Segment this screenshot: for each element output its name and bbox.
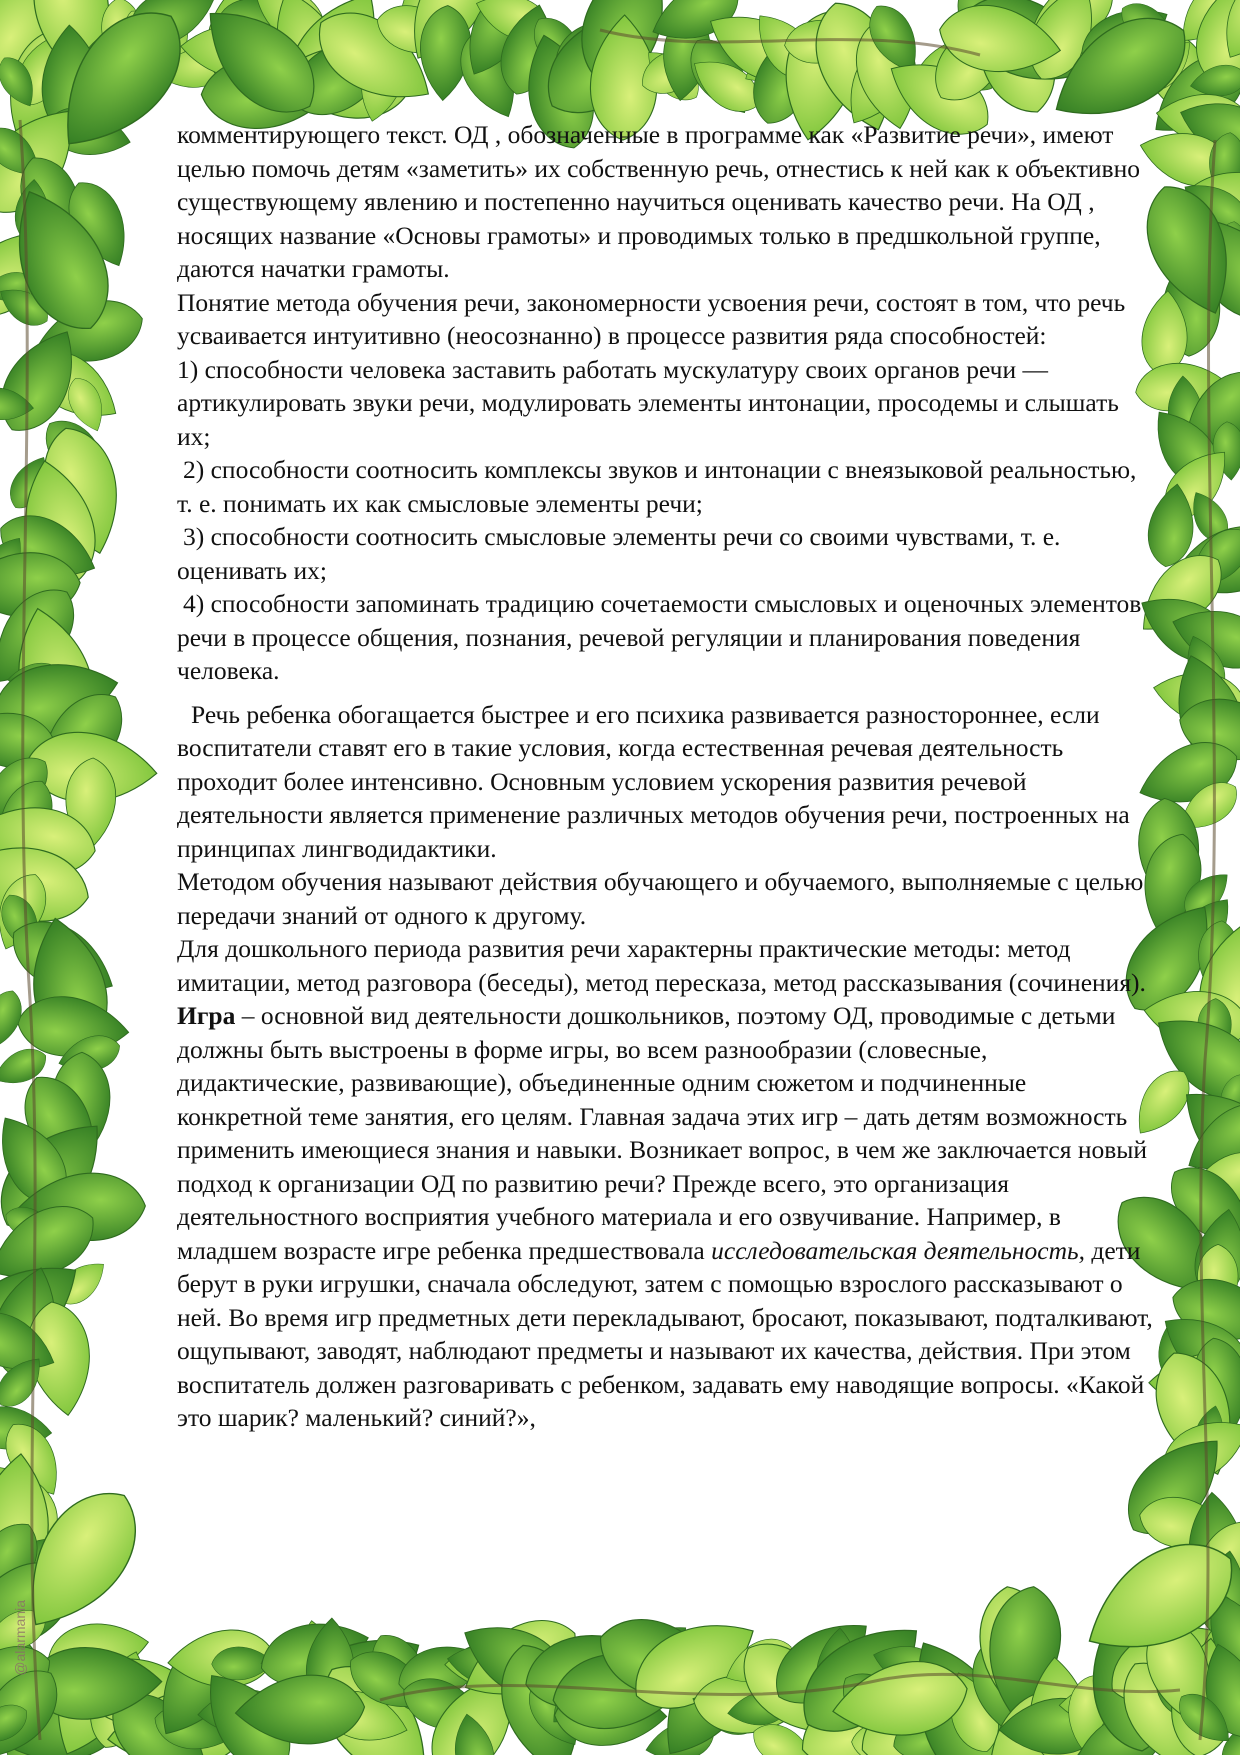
bold-term: Игра: [177, 1001, 236, 1030]
paragraph: Для дошкольного периода развития речи характерны практические методы: метод имитации, метод разговора (беседы), метод пересказа, метод рассказывания (сочинения).: [177, 934, 1146, 997]
game-paragraph: [177, 999, 1157, 1435]
watermark: @alarmania: [12, 1600, 28, 1676]
paragraph: Речь ребенка обогащается быстрее и его психика развивается разностороннее, если воспитатели ставят его в такие условия, когда естественная речевая деятельность проходит более интенсивно. Основным условием ускорения развития речевой деятельности является применение различных методов обучения речи, построенных на принципах лингводидактики.: [177, 699, 1130, 863]
paragraph: Методом обучения называют действия обучающего и обучаемого, выполняемые с целью передачи знаний от одного к другому.: [177, 867, 1144, 930]
paragraph: комментирующего текст. ОД , обозначенные в программе как «Развитие речи», имеют целью помочь детям «заметить» их собственную речь, отнестись к ней как к объективно существующему явлению и постепенно научиться оценивать качество речи. На ОД , носящих название «Основы грамоты» и проводимых только в предшкольной группе, даются начатки грамоты.: [177, 120, 1140, 283]
italic-term: исследовательская деятельность,: [711, 1235, 1085, 1265]
list-item: 1) способности человека заставить работать мускулатуру своих органов речи — артикулировать звуки речи, модулировать элементы интонации, просодемы и слышать их;: [177, 354, 1119, 451]
list-item: 2) способности соотносить комплексы звуков и интонации с внеязыковой реальностью, т. е. понимать их как смысловые элементы речи;: [177, 455, 1137, 518]
paragraph: Понятие метода обучения речи, закономерности усвоения речи, состоят в том, что речь усваивается интуитивно (неосознанно) в процессе развития ряда способностей:: [177, 287, 1126, 350]
list-item: 4) способности запоминать традицию сочетаемости смысловых и оценочных элементов речи в процессе общения, познания, речевой регуляции и планирования поведения человека.: [177, 589, 1142, 685]
list-item: 3) способности соотносить смысловые элементы речи со своими чувствами, т. е. оценивать их;: [177, 522, 1061, 585]
document-body: [177, 118, 1157, 1435]
paragraph-text: дети берут в руки игрушки, сначала обследуют, затем с помощью взрослого рассказывают о ней. Во время игр предметных дети перекладывают, бросают, показывают, подталкивают, ощупывают, заводят, наблюдают предметы и называют их качества, действия. При этом воспитатель должен разговаривать с ребенком, задавать ему наводящие вопросы. «Какой это шарик? маленький? синий?»,: [177, 1235, 1153, 1432]
paragraph-text: – основной вид деятельности дошкольников, поэтому ОД, проводимые с детьми должны быть выстроены в форме игры, во всем разнообразии (словесные, дидактические, развивающие), объединенные одним сюжетом и подчиненные конкретной теме занятия, его целям. Главная задача этих игр – дать детям возможность применить имеющиеся знания и навыки. Возникает вопрос, в чем же заключается новый подход к организации ОД по развитию речи? Прежде всего, это организация деятельностного восприятия учебного материала и его озвучивание. Например, в младшем возрасте игре ребенка предшествовала: [177, 1001, 1148, 1265]
